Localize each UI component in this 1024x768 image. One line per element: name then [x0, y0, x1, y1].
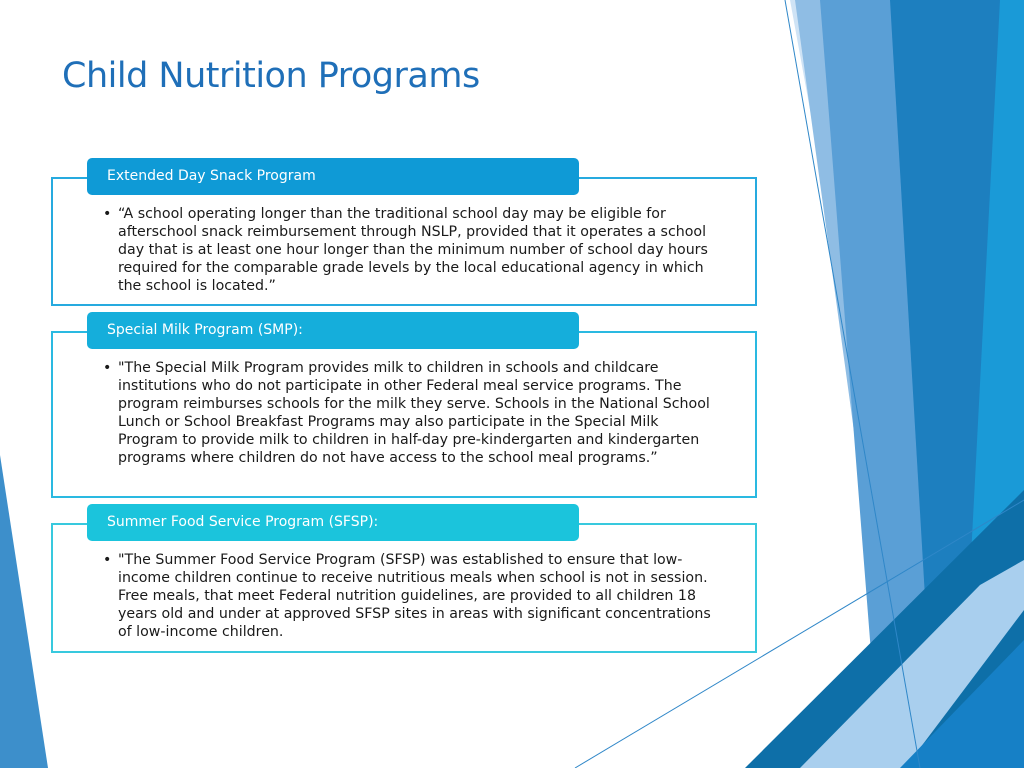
section-text-special-milk: [103, 359, 713, 467]
section-heading-special-milk: Special Milk Program (SMP):: [87, 312, 579, 349]
left-edge-shape: [0, 455, 48, 768]
section-paragraph: “A school operating longer than the traditional school day may be eligible for afterschool snack reimbursement through NSLP, provided that it operates a school day that is at least one hour longer than the minimum number of school day hours required for the comparable grade levels by the local educational agency in which the school is located.”: [118, 206, 708, 294]
section-heading-summer-food: Summer Food Service Program (SFSP):: [87, 504, 579, 541]
section-paragraph: "The Special Milk Program provides milk to children in schools and childcare institutions who do not participate in other Federal meal service programs. The program reimburses schools for the milk they serve. Schools in the National School Lunch or School Breakfast Programs may also participate in the Special Milk Program to provide milk to children in half-day pre-kindergarten and kindergarten programs where children do not have access to the school meal programs.”: [118, 360, 710, 466]
section-text-extended-day-snack: [103, 205, 713, 295]
section-text-summer-food: [103, 551, 713, 641]
section-paragraph: "The Summer Food Service Program (SFSP) was established to ensure that low-income children continue to receive nutritious meals when school is not in session. Free meals, that meet Federal nutrition guidelines, are provided to all children 18 years old and under at approved SFSP sites in areas with significant concentrations of low-income children.: [118, 552, 711, 640]
section-heading-extended-day-snack: Extended Day Snack Program: [87, 158, 579, 195]
page-title: Child Nutrition Programs: [62, 56, 480, 96]
bullet: •: [103, 360, 112, 376]
bullet: •: [103, 552, 112, 568]
bullet: •: [103, 206, 112, 222]
